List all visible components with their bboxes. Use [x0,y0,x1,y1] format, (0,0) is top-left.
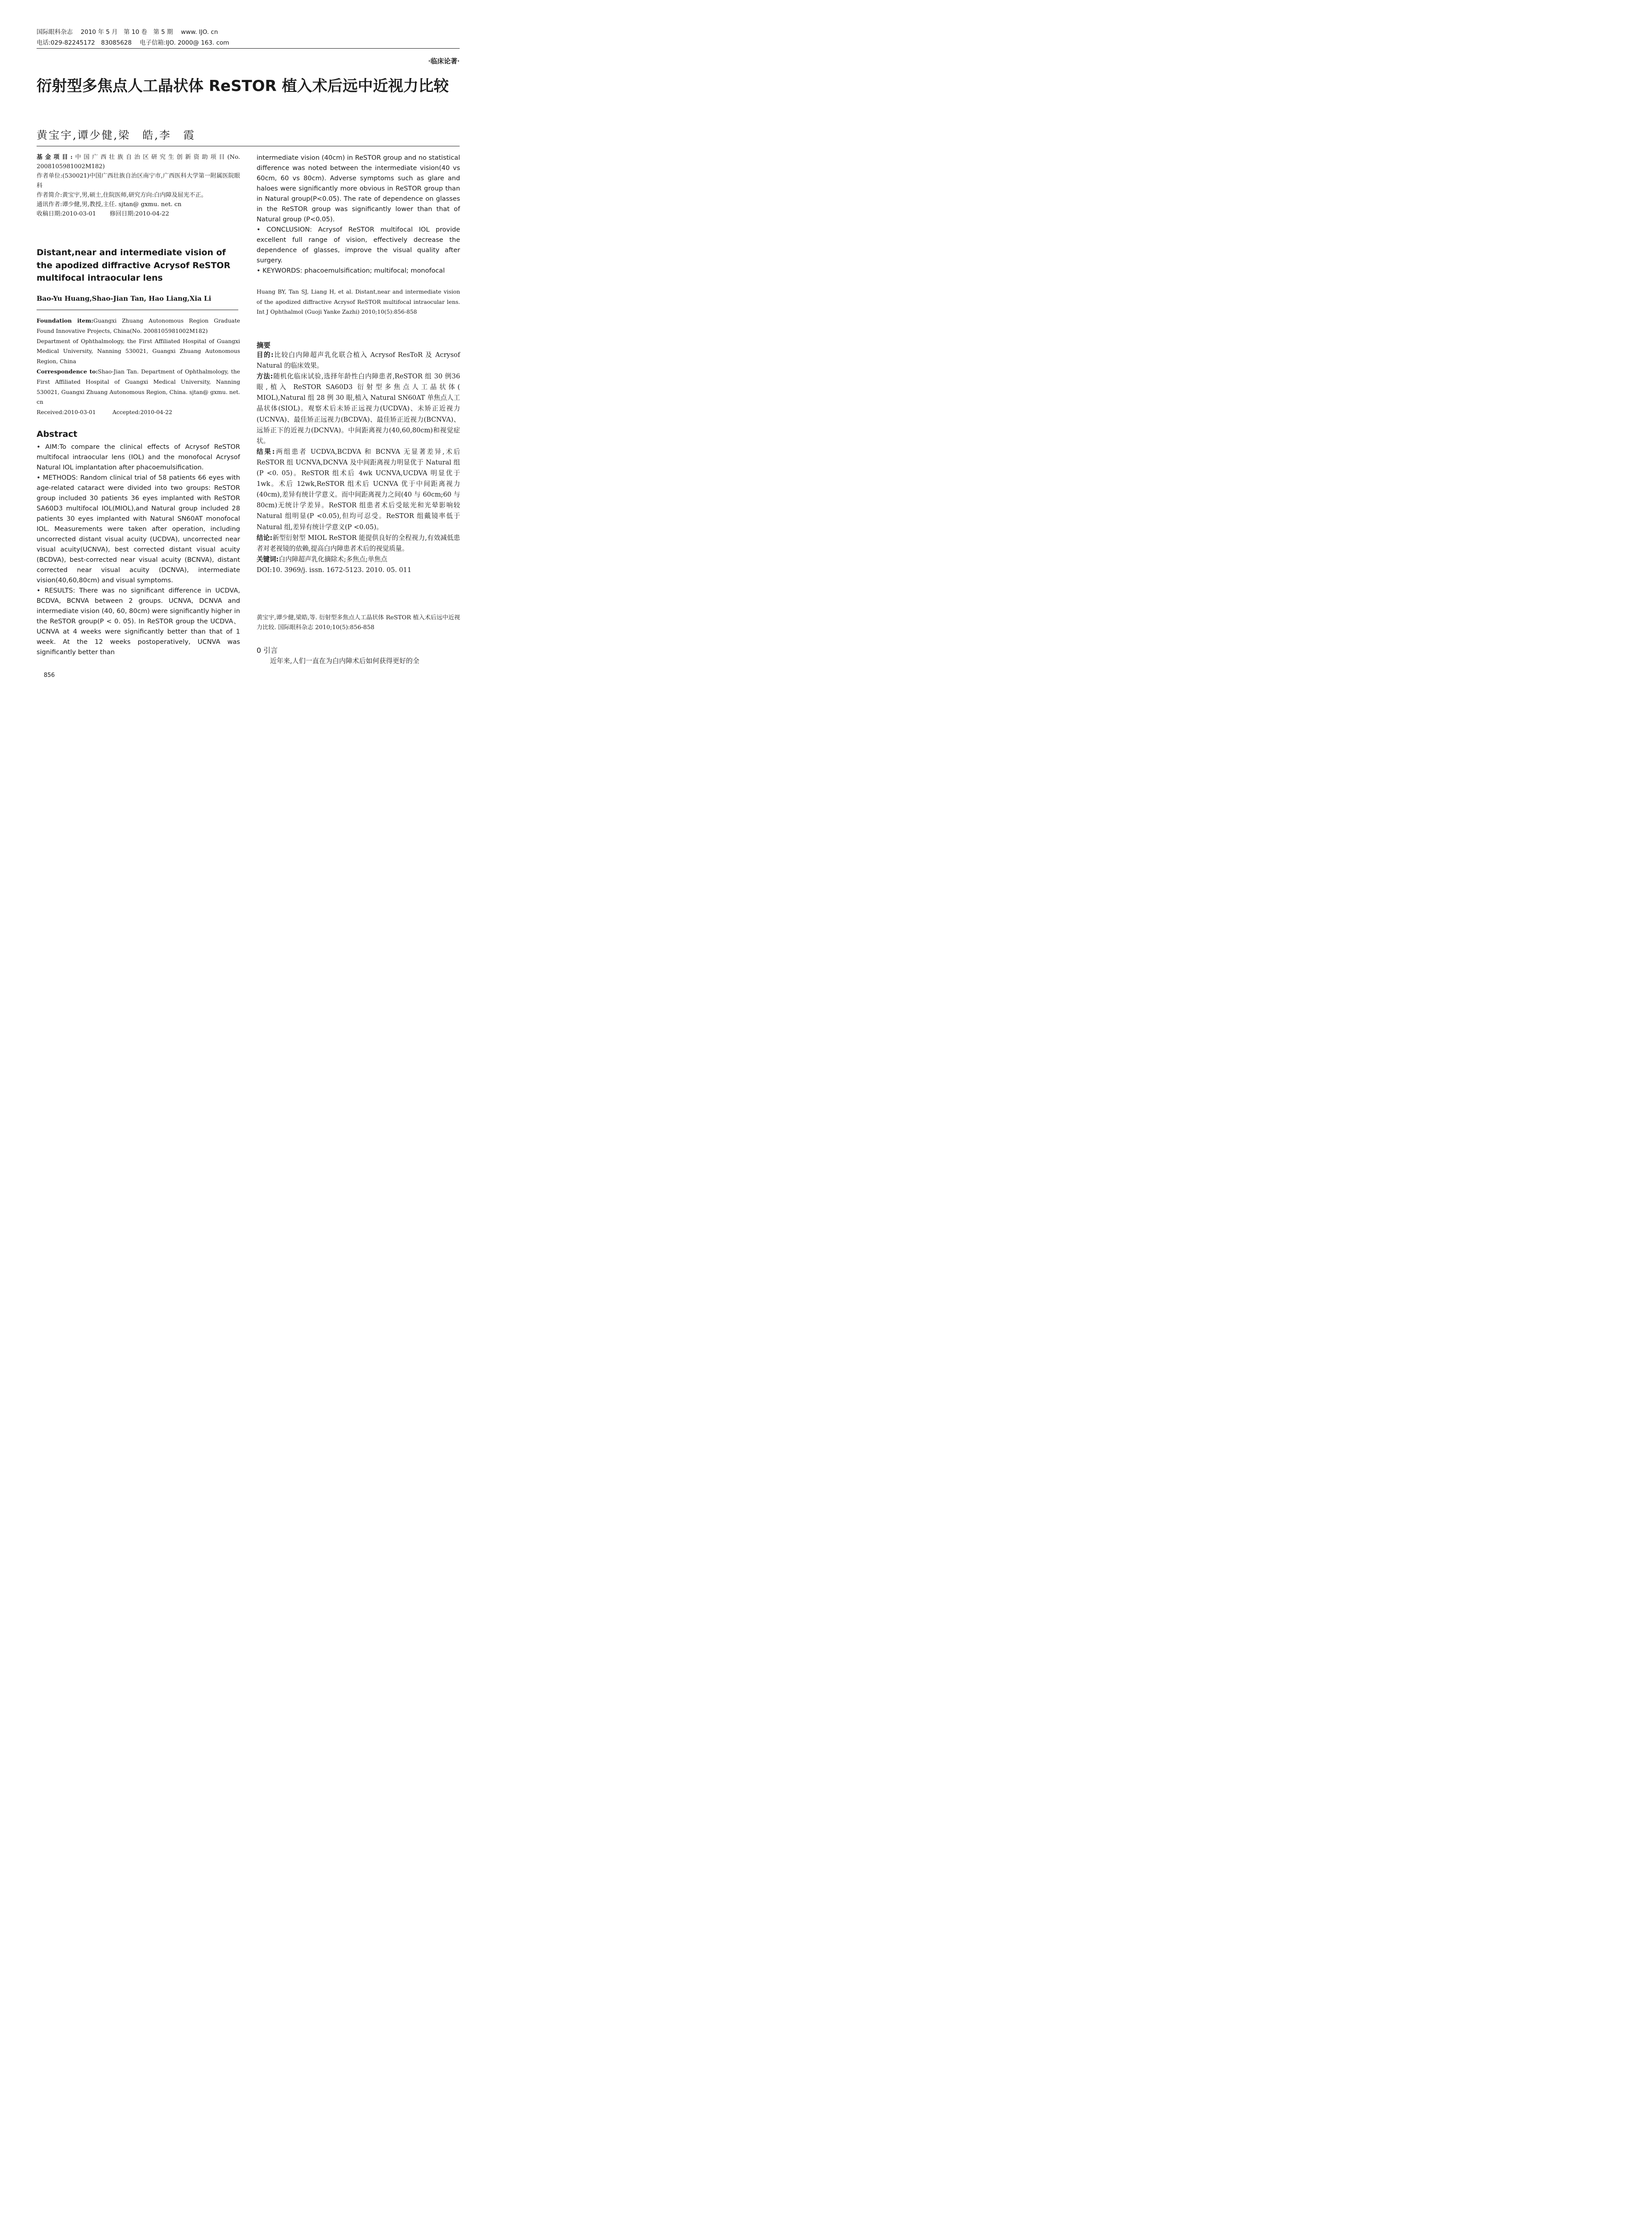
journal-header-line2: 电话:029-82245172 83085628 电子信箱:IJO. 2000@ 163. com [37,39,229,46]
abstract-results-a: • RESULTS: There was no significant difference in UCDVA, BCDVA, BCNVA between 2 groups. UCNVA, DCNVA and intermediate vision (40, 60, 80cm) were significantly higher in the ReSTOR group(P < 0. 05). In ReSTOR group the UCDVA、UCNVA at 4 weeks were significantly better than that of 1 week. At the 12 weeks postoperatively, UCNVA was significantly better than [37,587,240,656]
abstract-heading: Abstract [37,429,78,439]
zhaiyao-aim: 目的:比较白内障超声乳化联合植入 Acrysof ResToR 及 Acrysof Natural 的临床效果。 [257,351,460,370]
english-authors: Bao-Yu Huang,Shao-Jian Tan, Hao Liang,Xia Li [37,294,212,303]
zhaiyao-heading: 摘要 [257,341,271,349]
zhaiyao-keywords: 关键词:白内障超声乳化摘除术;多焦点;单焦点 [257,555,387,563]
zhaiyao-body [257,350,460,576]
section-tag: ·临床论著· [428,57,460,65]
abstract-right [257,153,460,276]
journal-header-line1: 国际眼科杂志 2010 年 5 月 第 10 卷 第 5 期 www. IJO. cn [37,29,218,36]
dates-cn: 收稿日期:2010-03-01 修回日期:2010-04-22 [37,211,170,218]
fund-cn-label: 基金项目: [37,154,73,161]
zhaiyao-methods: 方法:随机化临床试验,选择年龄性白内障患者,ReSTOR 组 30 例36 眼,植入 ReSTOR SA60D3 衍射型多焦点人工晶状体( MIOL),Natural 组 28 例 30 眼,植入 Natural SN60AT 单焦点人工晶状体(SIOL)。观察术后未矫正远视力(UCDVA)、未矫正近视力(UCNVA)、最佳矫正远视力(BCDVA)、最佳矫正近视力(BCNVA)、远矫正下的近视力(DCNVA)。中间距离视力(40,60,80cm)和视觉症状。 [257,373,460,445]
abstract-aim: • AIM:To compare the clinical effects of Acrysof ReSTOR multifocal intraocular lens (IOL) and the monofocal Acrysof Natural IOL implantation after phacoemulsification. [37,443,240,471]
dates-en: Received:2010-03-01 Accepted:2010-04-22 [37,409,172,416]
header-rule [37,48,460,49]
meta-en [37,316,240,418]
abstract-results-b: intermediate vision (40cm) in ReSTOR group and no statistical difference was noted between the intermediate vision(40 vs 60cm, 60 vs 80cm). Adverse symptoms such as glare and haloes were significantly more obvious in ReSTOR group than in Natural group(P<0.05). The rate of dependence on glasses in the ReSTOR group was significantly lower than that of Natural group (P<0.05). [257,154,460,223]
abstract-left [37,442,240,657]
intro-cn: 作者简介:黄宝宇,男,硕士,住院医师,研究方向:白内障及屈光不正。 [37,191,207,199]
english-title: Distant,near and intermediate vision of the apodized diffractive Acrysof ReSTOR multifocal intraocular lens [37,248,231,283]
corr-cn: 通讯作者:谭少健,男,教授,主任. sjtan@ gxmu. net. cn [37,201,182,208]
citation-en: Huang BY, Tan SJ, Liang H, et al. Distant,near and intermediate vision of the apodized diffractive Acrysof ReSTOR multifocal intraocular lens. Int J Ophthalmol (Guoji Yanke Zazhi) 2010;10(5):856-858 [257,288,460,315]
intro-text: 近年来,人们一直在为白内障术后如何获得更好的全 [270,657,419,665]
authors-cn: 黄宝宇,谭少健,梁 皓,李 霞 [37,129,195,141]
citation-cn: 黄宝宇,谭少健,梁皓,等. 衍射型多焦点人工晶状体 ReSTOR 植入术后远中近视力比较. 国际眼科杂志 2010;10(5):856-858 [257,614,460,631]
article-title: 衍射型多焦点人工晶状体 ReSTOR 植入术后远中近视力比较 [37,77,449,95]
page-number: 856 [44,672,55,679]
zhaiyao-conclusion: 结论:新型衍射型 MIOL ReSTOR 能提供良好的全程视力,有效减低患者对老视镜的依赖,提高白内障患者术后的视觉质量。 [257,534,460,552]
abstract-keywords: • KEYWORDS: phacoemulsification; multifocal; monofocal [257,267,445,274]
zhaiyao-results: 结果:两组患者 UCDVA,BCDVA 和 BCNVA 无显著差异,术后 ReSTOR 组 UCNVA,DCNVA 及中间距离视力明显优于 Natural 组(P <0. 05)。ReSTOR 组术后 4wk UCNVA,UCDVA 明显优于 1wk。术后 12wk,ReSTOR 组术后 UCNVA 优于中间距离视力(40cm),差异有统计学意义。而中间距离视力之间(40 与 60cm;60 与 80cm)无统计学差异。ReSTOR 组患者术后受眩光和光晕影响较 Natural 组明显(P <0.05),但均可忍受。ReSTOR 组戴镜率低于 Natural 组,差异有统计学意义(P <0.05)。 [257,448,460,531]
fund-en: Foundation item:Guangxi Zhuang Autonomous Region Graduate Found Innovative Projects, China(No. 2008105981002M182) [37,317,241,334]
doi: DOI:10. 3969/j. issn. 1672-5123. 2010. 05. 011 [257,566,411,574]
dept-en: Department of Ophthalmology, the First Affiliated Hospital of Guangxi Medical University, Nanning 530021, Guangxi Zhuang Autonomous Region, China [37,337,240,365]
meta-cn [37,153,240,219]
abstract-conclusion: • CONCLUSION: Acrysof ReSTOR multifocal IOL provide excellent full range of vision, effectively decrease the dependence of glasses, improve the visual quality after surgery. [257,226,460,264]
abstract-methods: • METHODS: Random clinical trial of 58 patients 66 eyes with age-related cataract were divided into two groups: ReSTOR group included 30 patients 36 eyes implanted with ReSTOR SA60D3 multifocal IOL(MIOL),and Natural group included 28 patients 30 eyes implanted with Natural SN60AT monofocal IOL. Measurements were taken after operation, including uncorrected distant visual acuity (UCDVA), uncorrected near visual acuity(UCNVA), best corrected distant visual acuity (BCDVA), best-corrected near visual acuity (BCNVA), distant corrected near visual acuity (DCNVA), intermediate vision(40,60,80cm) and visual symptoms. [37,474,240,584]
fund-cn: 基金项目:中国广西壮族自治区研究生创新资助项目(No. 2008105981002M182) [37,154,240,170]
intro-heading: 0 引言 [257,646,278,655]
corr-en: Correspondence to:Shao-Jian Tan. Department of Ophthalmology, the First Affiliated Hospital of Guangxi Medical University, Nanning 530021, Guangxi Zhuang Autonomous Region, China. sjtan@ gxmu. net. cn [37,368,241,406]
unit-cn: 作者单位:(530021)中国广西壮族自治区南宁市,广西医科大学第一附属医院眼科 [37,173,240,189]
